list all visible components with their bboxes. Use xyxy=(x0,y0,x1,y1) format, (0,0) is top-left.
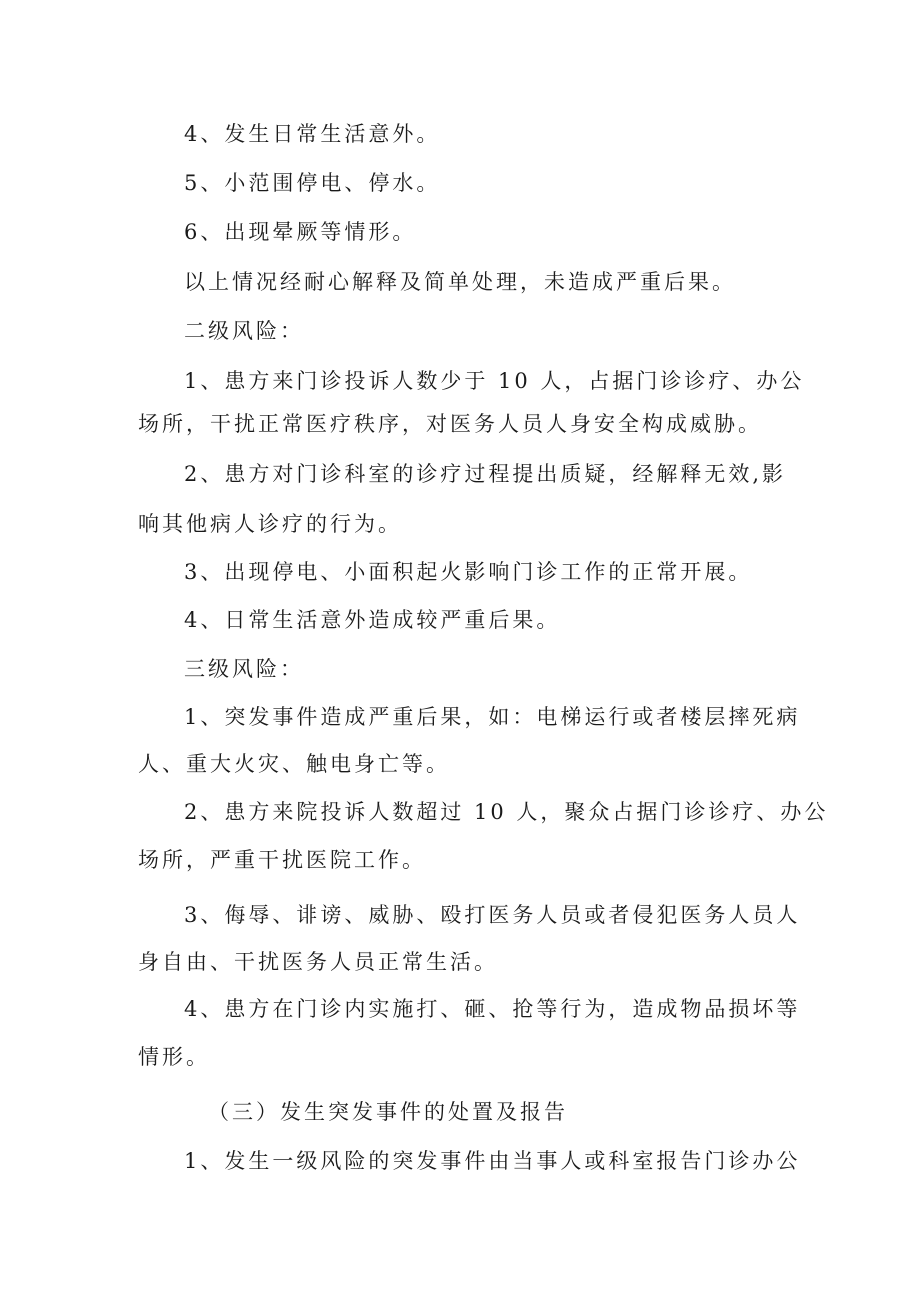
level3-item-3-line1: 3、侮辱、诽谤、威胁、殴打医务人员或者侵犯医务人员人 xyxy=(184,903,801,927)
level1-summary: 以上情况经耐心解释及简单处理，未造成严重后果。 xyxy=(184,270,736,294)
level2-item-2-line1: 2、患方对门诊科室的诊疗过程提出质疑，经解释无效,影 xyxy=(184,462,787,486)
level2-heading: 二级风险： xyxy=(184,319,304,343)
level1-item-5: 5、小范围停电、停水。 xyxy=(184,171,441,195)
level1-item-4: 4、发生日常生活意外。 xyxy=(184,122,441,146)
level3-heading: 三级风险： xyxy=(184,657,304,681)
level2-item-2-line2: 响其他病人诊疗的行为。 xyxy=(138,512,402,536)
level2-item-3: 3、出现停电、小面积起火影响门诊工作的正常开展。 xyxy=(184,560,753,584)
section3-heading: （三）发生突发事件的处置及报告 xyxy=(208,1100,568,1124)
level3-item-4-line1: 4、患方在门诊内实施打、砸、抢等行为，造成物品损坏等 xyxy=(184,997,801,1021)
level3-item-4-line2: 情形。 xyxy=(138,1045,210,1069)
section3-item-1: 1、发生一级风险的突发事件由当事人或科室报告门诊办公 xyxy=(184,1149,801,1173)
level3-item-1-line1: 1、突发事件造成严重后果，如：电梯运行或者楼层摔死病 xyxy=(184,705,801,729)
level2-item-4: 4、日常生活意外造成较严重后果。 xyxy=(184,608,561,632)
level1-item-6: 6、出现晕厥等情形。 xyxy=(184,220,417,244)
level2-item-1-line2: 场所，干扰正常医疗秩序，对医务人员人身安全构成威胁。 xyxy=(138,412,762,436)
level2-item-1-line1: 1、患方来门诊投诉人数少于 10 人，占据门诊诊疗、办公 xyxy=(184,369,805,393)
level3-item-1-line2: 人、重大火灾、触电身亡等。 xyxy=(138,752,450,776)
level3-item-2-line1: 2、患方来院投诉人数超过 10 人，聚众占据门诊诊疗、办公 xyxy=(184,800,829,824)
level3-item-3-line2: 身自由、干扰医务人员正常生活。 xyxy=(138,950,498,974)
level3-item-2-line2: 场所，严重干扰医院工作。 xyxy=(138,848,426,872)
